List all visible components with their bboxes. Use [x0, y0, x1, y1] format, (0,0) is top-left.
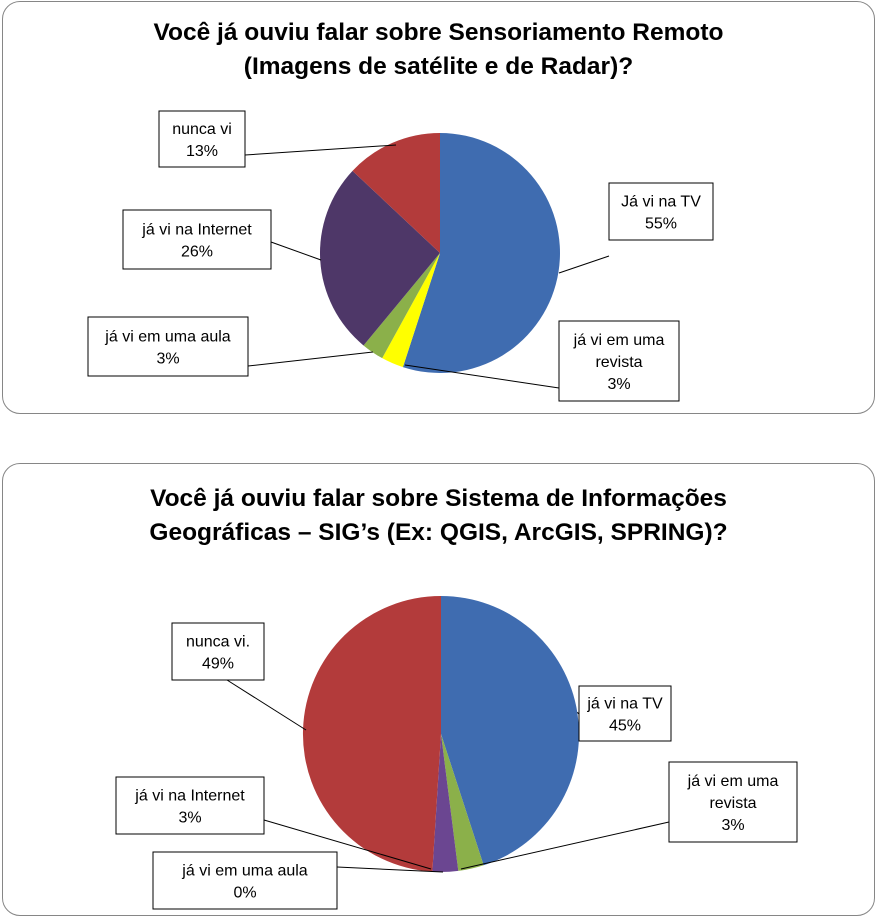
- data-label-tv: [579, 686, 671, 741]
- data-label-text: nunca vi.: [185, 633, 251, 651]
- data-label-text: revista: [709, 795, 757, 812]
- data-label-revista: [559, 321, 679, 401]
- data-label-text: já vi em uma: [573, 332, 665, 349]
- data-label-text: revista: [595, 354, 643, 371]
- data-label-text: 3%: [607, 376, 631, 393]
- data-label-text: 55%: [644, 215, 678, 233]
- data-label-text: 3%: [721, 817, 745, 834]
- chart-title-line-1: Você já ouviu falar sobre Sistema de Informações: [150, 485, 727, 512]
- data-label-text: 13%: [185, 143, 219, 160]
- data-label-aula: [88, 317, 248, 376]
- data-label-text: já vi em uma aula: [105, 328, 231, 346]
- data-label-text: já vi em uma: [687, 773, 779, 790]
- data-label-text: já vi na Internet: [135, 787, 245, 805]
- chart-title-line-2: Geográficas – SIG’s (Ex: QGIS, ArcGIS, SPRING)?: [149, 519, 728, 546]
- pie-chart-sensoriamento: [3, 2, 876, 415]
- data-label-nunca: [159, 111, 245, 167]
- data-label-nunca: [172, 623, 264, 680]
- chart-panel-sensoriamento: [2, 1, 875, 414]
- data-label-text: já vi em uma aula: [182, 862, 308, 880]
- chart-panel-sig: [2, 463, 875, 916]
- data-label-text: 3%: [156, 350, 180, 368]
- data-label-tv: [609, 183, 713, 240]
- data-label-internet: [123, 210, 271, 269]
- leader-line-aula: [248, 352, 373, 366]
- leader-line-internet: [271, 242, 321, 260]
- data-label-text: já vi na TV: [587, 695, 663, 713]
- pie-chart-sig: [3, 464, 876, 917]
- data-label-revista: [669, 762, 797, 842]
- data-label-internet: [116, 777, 264, 834]
- data-label-text: já vi na Internet: [142, 221, 252, 239]
- data-label-text: 26%: [180, 243, 214, 261]
- chart-title-line-2: (Imagens de satélite e de Radar)?: [243, 53, 634, 80]
- data-label-text: 45%: [608, 717, 642, 735]
- leader-line-revista: [405, 365, 559, 388]
- leader-line-nunca: [227, 680, 306, 730]
- data-label-text: nunca vi: [172, 121, 232, 138]
- data-label-text: Já vi na TV: [621, 193, 701, 211]
- data-label-aula: [153, 852, 337, 909]
- data-label-text: 0%: [233, 884, 257, 902]
- data-label-text: 3%: [178, 809, 202, 827]
- chart-title-line-1: Você já ouviu falar sobre Sensoriamento Remoto: [153, 19, 724, 46]
- data-label-text: 49%: [201, 655, 235, 673]
- leader-line-tv: [559, 256, 609, 273]
- pie-slice-nunca: [303, 596, 441, 872]
